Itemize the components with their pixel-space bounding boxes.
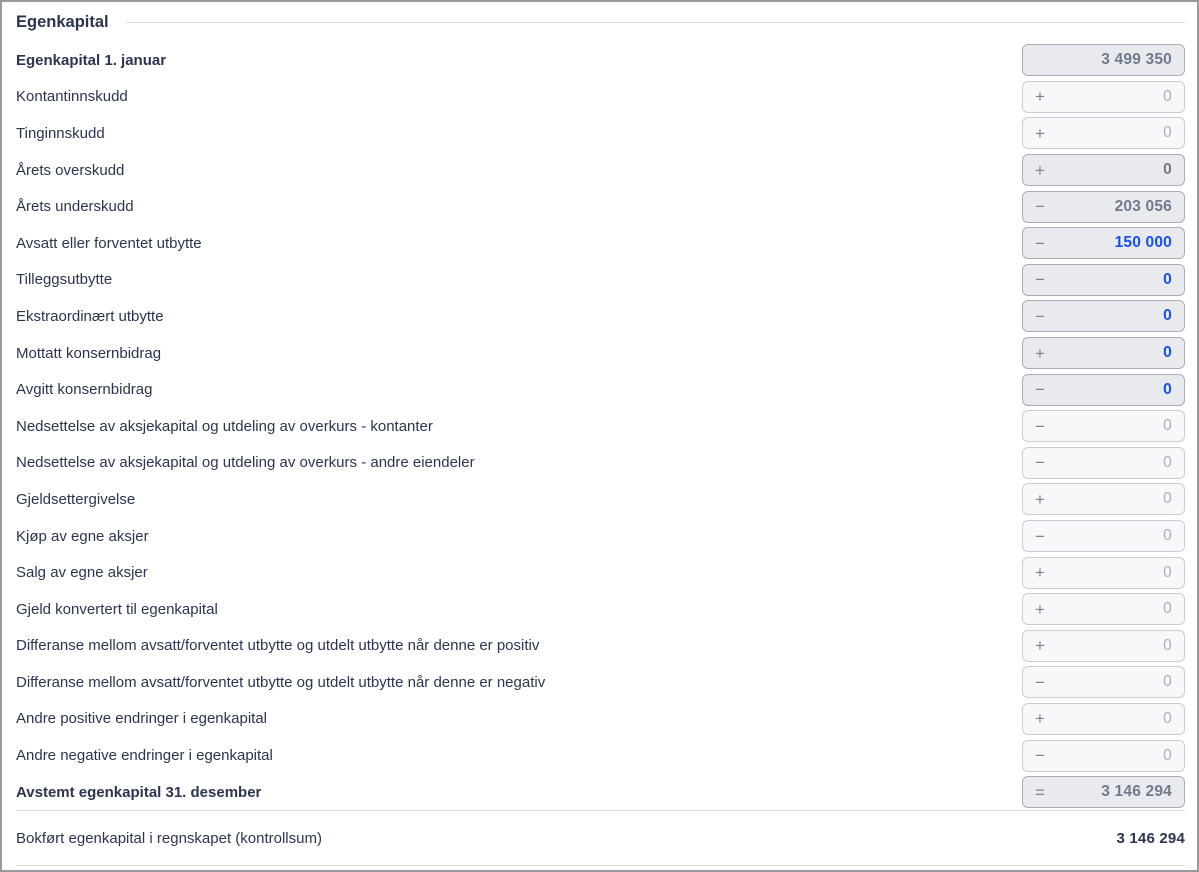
row-label: Kjøp av egne aksjer xyxy=(16,527,149,545)
amount-value: 0 xyxy=(1163,380,1172,398)
minus-icon: − xyxy=(1035,416,1045,436)
amount-value: 0 xyxy=(1163,344,1172,362)
minus-icon: − xyxy=(1035,526,1045,546)
amount-field[interactable] xyxy=(1022,81,1185,113)
amount-field[interactable] xyxy=(1022,520,1185,552)
row-label: Differanse mellom avsatt/forventet utbytte og utdelt utbytte når denne er positiv xyxy=(16,637,540,655)
control-sum-value: 3 146 294 xyxy=(1116,829,1185,847)
amount-value: 0 xyxy=(1163,563,1172,581)
row-label: Årets underskudd xyxy=(16,198,134,216)
control-sum-row xyxy=(16,811,1185,865)
equity-row xyxy=(16,774,1185,811)
amount-field[interactable] xyxy=(1022,227,1185,259)
equity-row xyxy=(16,335,1185,372)
plus-icon: + xyxy=(1035,123,1045,143)
amount-field[interactable] xyxy=(1022,410,1185,442)
row-label: Tilleggsutbytte xyxy=(16,271,113,289)
plus-icon: + xyxy=(1035,636,1045,656)
summary-divider-bottom xyxy=(16,865,1185,866)
equity-row xyxy=(16,408,1185,445)
amount-value: 3 499 350 xyxy=(1101,51,1172,69)
row-label: Avsatt eller forventet utbytte xyxy=(16,234,202,252)
minus-icon: − xyxy=(1035,197,1045,217)
equity-row xyxy=(16,445,1185,482)
amount-field[interactable] xyxy=(1022,666,1185,698)
equals-icon: = xyxy=(1035,782,1045,802)
row-label: Årets overskudd xyxy=(16,161,125,179)
amount-field xyxy=(1022,154,1185,186)
amount-field xyxy=(1022,191,1185,223)
equity-row xyxy=(16,481,1185,518)
row-label: Ekstraordinært utbytte xyxy=(16,307,164,325)
equity-row xyxy=(16,554,1185,591)
amount-value: 150 000 xyxy=(1114,234,1172,252)
equity-row xyxy=(16,737,1185,774)
equity-row xyxy=(16,664,1185,701)
row-label: Andre positive endringer i egenkapital xyxy=(16,710,267,728)
amount-field[interactable] xyxy=(1022,300,1185,332)
row-label: Salg av egne aksjer xyxy=(16,564,148,582)
row-label: Gjeldsettergivelse xyxy=(16,490,136,508)
amount-value: 0 xyxy=(1163,87,1172,105)
amount-value: 0 xyxy=(1163,673,1172,691)
equity-row xyxy=(16,371,1185,408)
plus-icon: + xyxy=(1035,160,1045,180)
row-label: Kontantinnskudd xyxy=(16,88,128,106)
amount-field[interactable] xyxy=(1022,593,1185,625)
amount-value: 0 xyxy=(1163,636,1172,654)
row-label: Nedsettelse av aksjekapital og utdeling av overkurs - kontanter xyxy=(16,417,433,435)
minus-icon: − xyxy=(1035,746,1045,766)
amount-value: 0 xyxy=(1163,124,1172,142)
amount-field xyxy=(1022,776,1185,808)
amount-value: 203 056 xyxy=(1114,197,1172,215)
minus-icon: − xyxy=(1035,380,1045,400)
equity-rows xyxy=(16,42,1185,810)
amount-value: 0 xyxy=(1163,709,1172,727)
row-label: Andre negative endringer i egenkapital xyxy=(16,747,273,765)
amount-value: 0 xyxy=(1163,417,1172,435)
amount-field[interactable] xyxy=(1022,447,1185,479)
control-sum-label: Bokført egenkapital i regnskapet (kontrollsum) xyxy=(16,829,322,847)
amount-value: 3 146 294 xyxy=(1101,783,1172,801)
amount-field[interactable] xyxy=(1022,374,1185,406)
equity-row xyxy=(16,115,1185,152)
plus-icon: + xyxy=(1035,489,1045,509)
equity-row xyxy=(16,225,1185,262)
amount-value: 0 xyxy=(1163,270,1172,288)
amount-value: 0 xyxy=(1163,746,1172,764)
amount-value: 0 xyxy=(1163,600,1172,618)
amount-value: 0 xyxy=(1163,527,1172,545)
row-label: Mottatt konsernbidrag xyxy=(16,344,162,362)
amount-field[interactable] xyxy=(1022,337,1185,369)
section-header xyxy=(16,2,1185,42)
minus-icon: − xyxy=(1035,672,1045,692)
minus-icon: − xyxy=(1035,270,1045,290)
equity-row xyxy=(16,262,1185,299)
row-label: Gjeld konvertert til egenkapital xyxy=(16,600,218,618)
row-label: Differanse mellom avsatt/forventet utbytte og utdelt utbytte når denne er negativ xyxy=(16,673,546,691)
amount-field[interactable] xyxy=(1022,264,1185,296)
equity-row xyxy=(16,628,1185,665)
row-label: Egenkapital 1. januar xyxy=(16,51,167,69)
amount-value: 0 xyxy=(1163,490,1172,508)
minus-icon: − xyxy=(1035,306,1045,326)
amount-field[interactable] xyxy=(1022,703,1185,735)
amount-value: 0 xyxy=(1163,307,1172,325)
row-label: Avgitt konsernbidrag xyxy=(16,381,153,399)
plus-icon: + xyxy=(1035,87,1045,107)
amount-field xyxy=(1022,44,1185,76)
row-label: Avstemt egenkapital 31. desember xyxy=(16,783,262,801)
amount-field[interactable] xyxy=(1022,557,1185,589)
plus-icon: + xyxy=(1035,343,1045,363)
equity-row xyxy=(16,42,1185,79)
page-title: Egenkapital xyxy=(16,12,109,31)
row-label: Nedsettelse av aksjekapital og utdeling av overkurs - andre eiendeler xyxy=(16,454,475,472)
equity-row xyxy=(16,152,1185,189)
equity-row xyxy=(16,518,1185,555)
equity-row xyxy=(16,591,1185,628)
plus-icon: + xyxy=(1035,709,1045,729)
equity-row xyxy=(16,298,1185,335)
amount-field[interactable] xyxy=(1022,740,1185,772)
equity-row xyxy=(16,79,1185,116)
amount-field[interactable] xyxy=(1022,483,1185,515)
equity-row xyxy=(16,188,1185,225)
minus-icon: − xyxy=(1035,233,1045,253)
amount-value: 0 xyxy=(1163,161,1172,179)
plus-icon: + xyxy=(1035,563,1045,583)
minus-icon: − xyxy=(1035,453,1045,473)
amount-field[interactable] xyxy=(1022,630,1185,662)
amount-field[interactable] xyxy=(1022,117,1185,149)
plus-icon: + xyxy=(1035,599,1045,619)
row-label: Tinginnskudd xyxy=(16,124,105,142)
amount-value: 0 xyxy=(1163,453,1172,471)
header-rule xyxy=(126,22,1185,23)
equity-row xyxy=(16,701,1185,738)
